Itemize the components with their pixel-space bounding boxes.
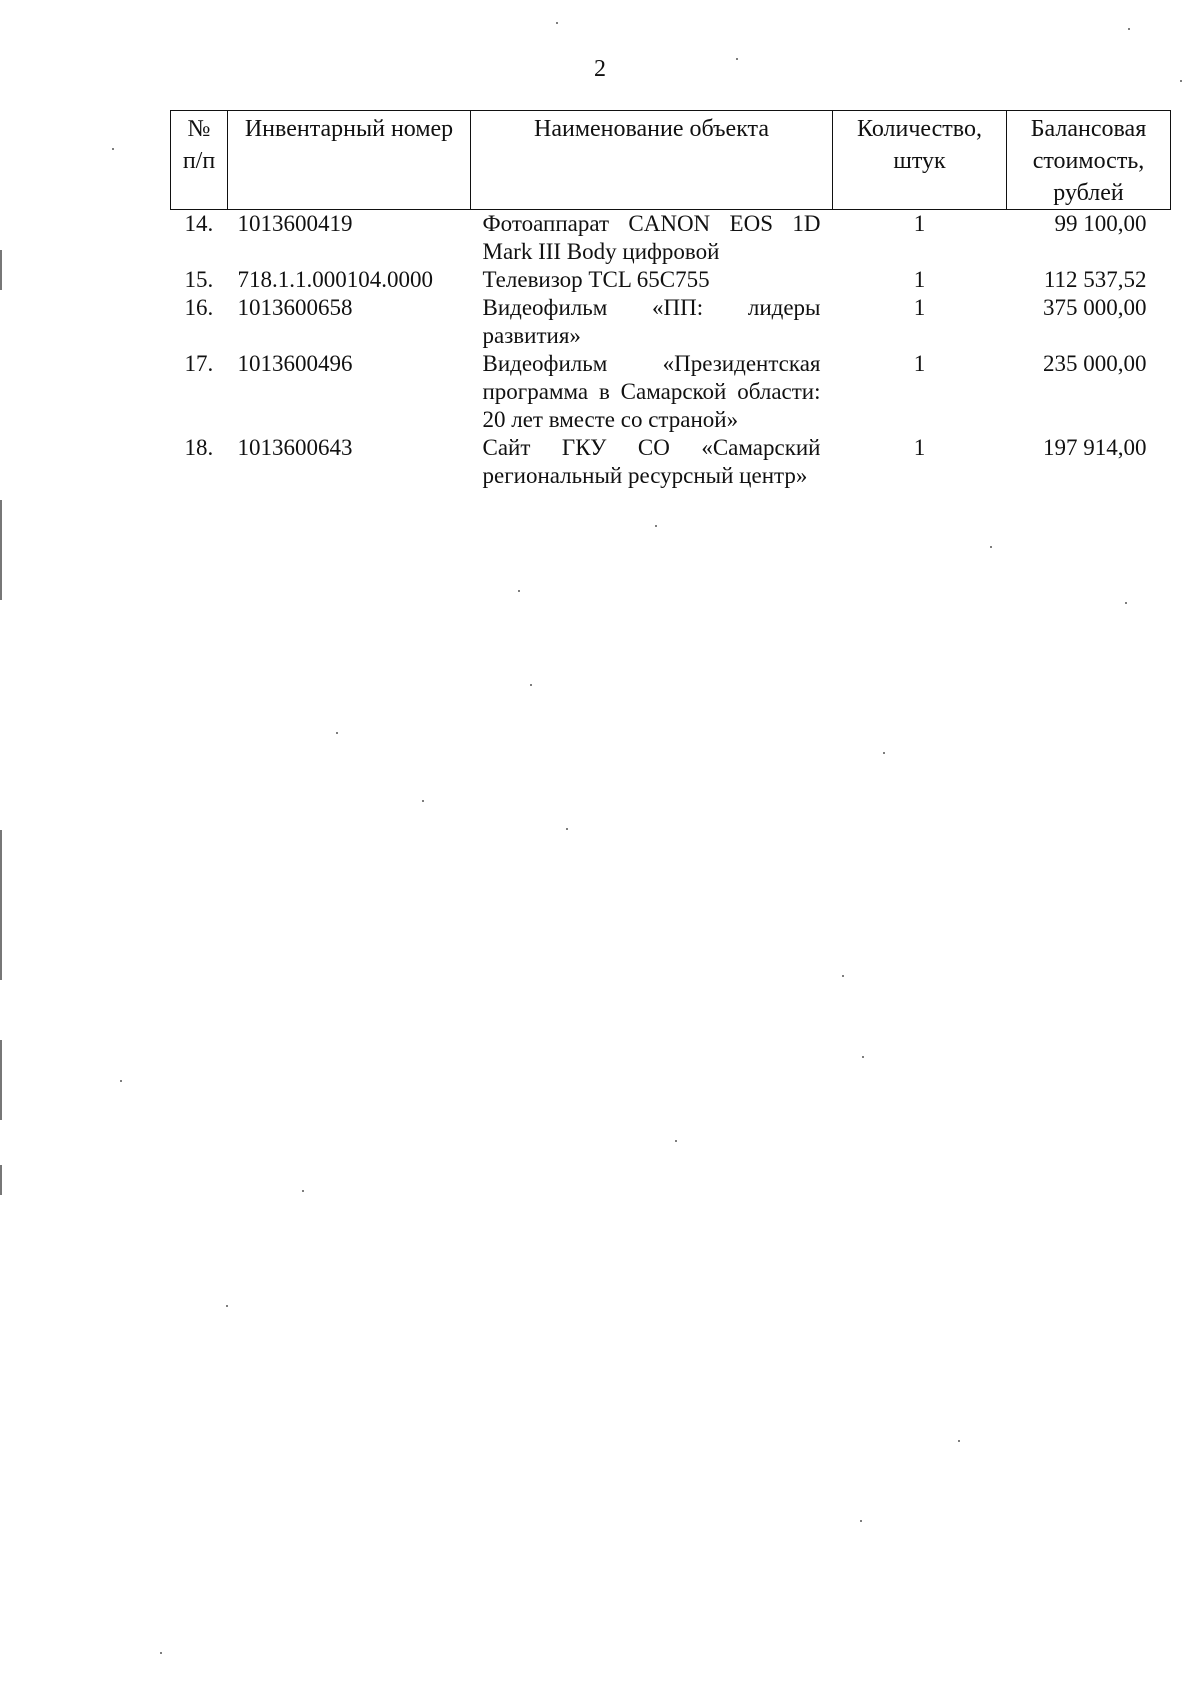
table-row bbox=[171, 350, 1171, 434]
header-inventory-number: Инвентарный номер bbox=[228, 111, 471, 210]
row-quantity: 1 bbox=[913, 435, 926, 460]
header-balance-cost: Балансовая стоимость, рублей bbox=[1007, 111, 1171, 210]
header-no: № п/п bbox=[171, 111, 228, 210]
row-no: 16. bbox=[184, 295, 214, 320]
header-quantity: Количество, штук bbox=[833, 111, 1007, 210]
row-inventory-number: 1013600419 bbox=[237, 211, 353, 236]
table-row bbox=[171, 434, 1171, 490]
table-header-row bbox=[171, 111, 1171, 210]
row-quantity: 1 bbox=[913, 295, 926, 320]
row-balance-cost: 112 537,52 bbox=[1043, 267, 1147, 292]
row-balance-cost: 99 100,00 bbox=[1054, 211, 1147, 236]
row-balance-cost: 197 914,00 bbox=[1043, 435, 1147, 460]
row-object-name: Фотоаппарат CANON EOS 1D Mark III Body цифровой bbox=[482, 211, 821, 264]
header-object-name: Наименование объекта bbox=[471, 111, 833, 210]
row-inventory-number: 1013600496 bbox=[237, 351, 353, 376]
row-quantity: 1 bbox=[913, 267, 926, 292]
row-inventory-number: 1013600658 bbox=[237, 295, 353, 320]
table-row bbox=[171, 266, 1171, 294]
row-no: 17. bbox=[184, 351, 214, 376]
inventory-table bbox=[170, 110, 1171, 490]
row-quantity: 1 bbox=[913, 351, 926, 376]
row-inventory-number: 1013600643 bbox=[237, 435, 353, 460]
row-no: 15. bbox=[184, 267, 214, 292]
row-object-name: Сайт ГКУ СО «Самарский региональный ресурсный центр» bbox=[482, 435, 821, 488]
row-quantity: 1 bbox=[913, 211, 926, 236]
table-row bbox=[171, 210, 1171, 267]
row-no: 14. bbox=[184, 211, 214, 236]
row-object-name: Телевизор TCL 65C755 bbox=[482, 267, 710, 292]
table-row bbox=[171, 294, 1171, 350]
row-object-name: Видеофильм «Президентская программа в Самарской области: 20 лет вместе со страной» bbox=[482, 351, 821, 432]
page-number: 2 bbox=[594, 56, 606, 82]
row-balance-cost: 235 000,00 bbox=[1043, 351, 1147, 376]
row-no: 18. bbox=[184, 435, 214, 460]
row-inventory-number: 718.1.1.000104.0000 bbox=[237, 267, 433, 292]
row-object-name: Видеофильм «ПП: лидеры развития» bbox=[482, 295, 821, 348]
row-balance-cost: 375 000,00 bbox=[1043, 295, 1147, 320]
